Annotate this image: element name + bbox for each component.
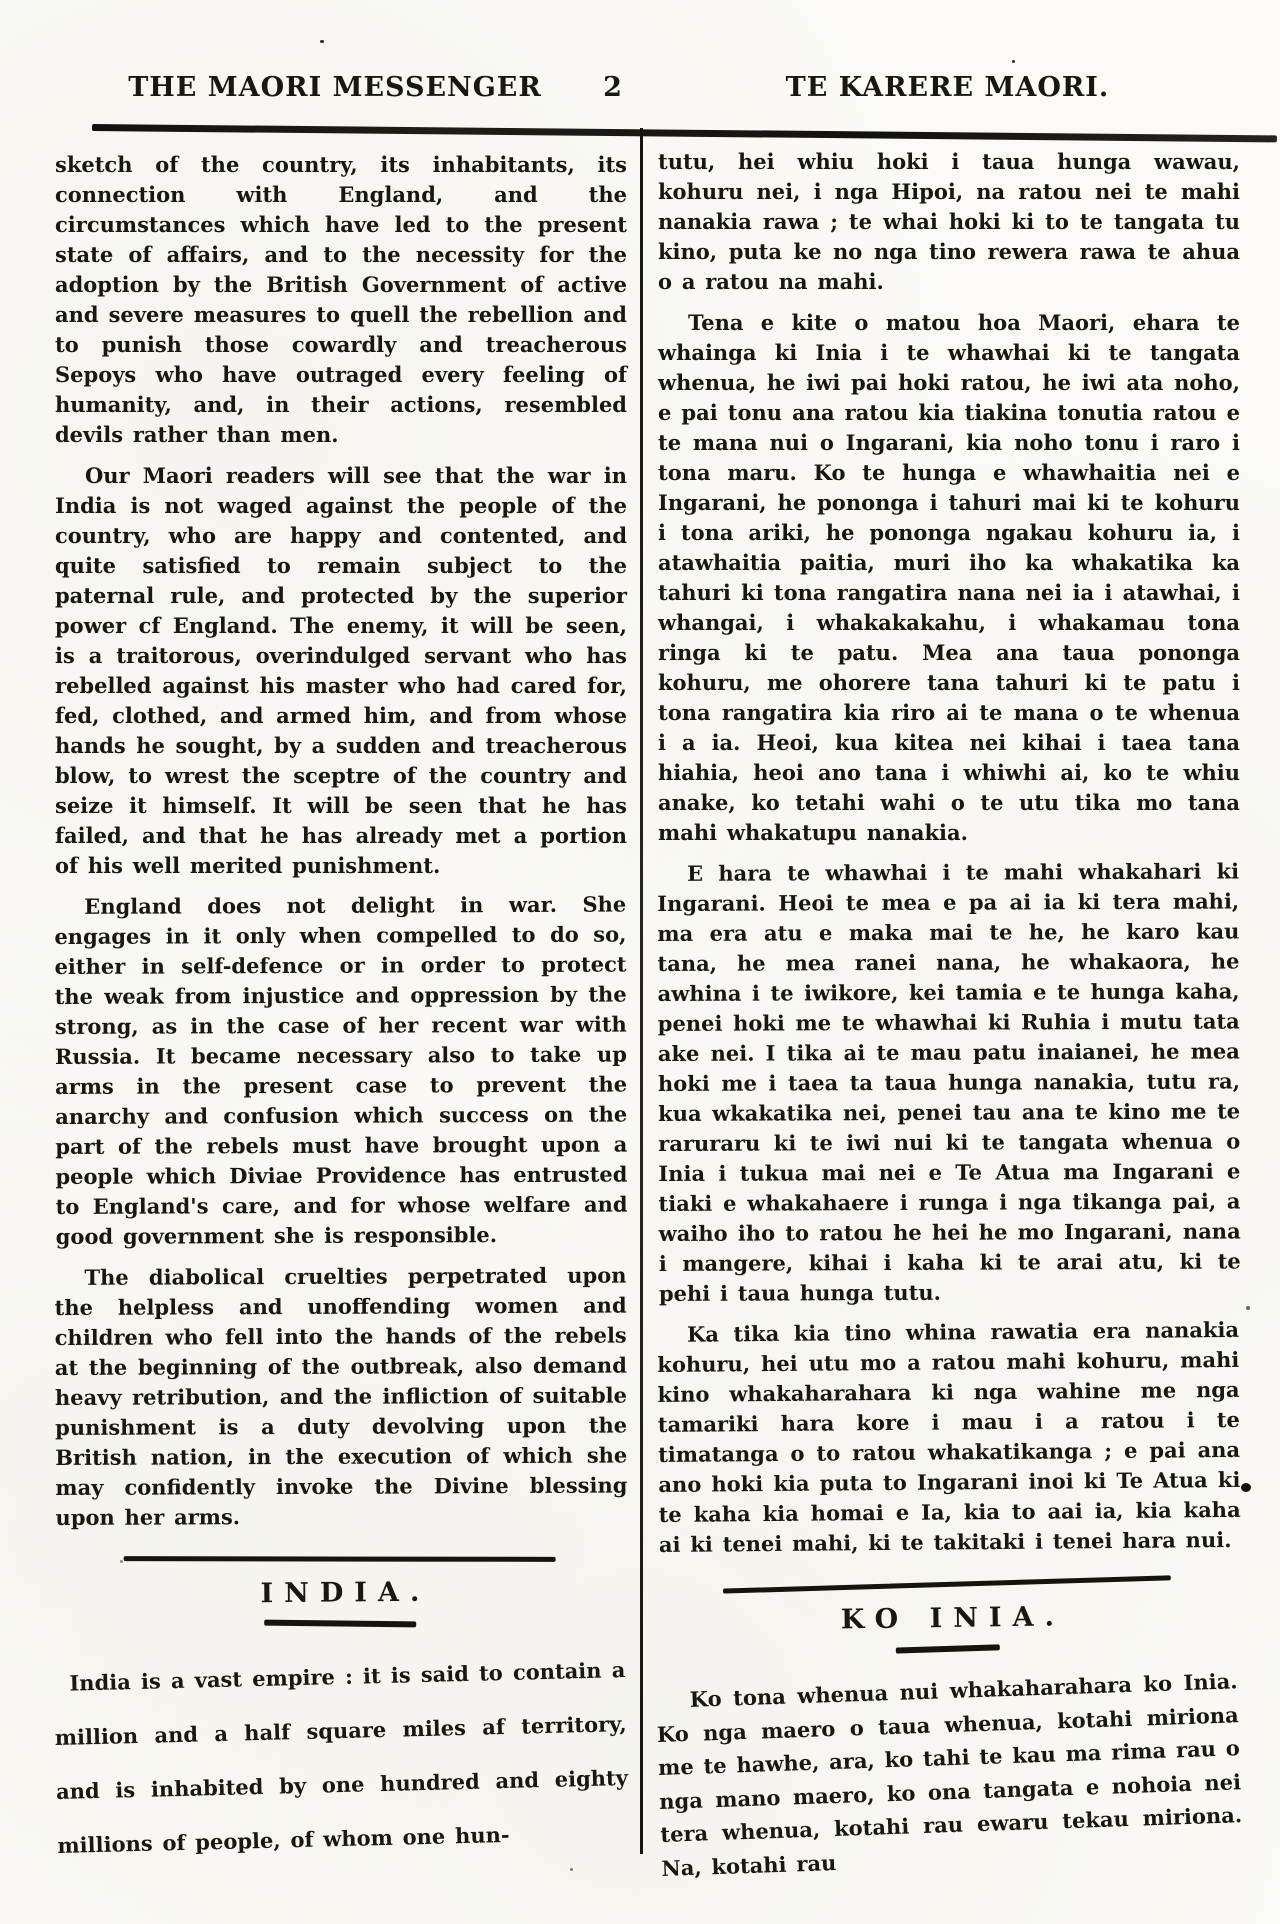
- section-rule-bottom: [264, 1620, 416, 1628]
- maori-paragraph: Ko tona whenua nui whakaharahara ko Inia. Ko nga maero o taua whenua, kotahi miriona me te hawhe, ara, ko tahi te kau ma rima rau o nga mano maero, ko ona tangata e nohoia nei tera whenua, kotahi rau ewaru tekau miriona. Na, kotahi rau: [656, 1668, 1243, 1881]
- maori-paragraph: tutu, hei whiu hoki i taua hunga wawau, kohuru nei, i nga Hipoi, na ratou nei te mahi nanakia rawa ; te whai hoki ki to te tangata tu kino, puta ke no nga tino rewera rawa te ahua o a ratou na mahi.: [658, 149, 1240, 294]
- maori-paragraph: Tena e kite o matou hoa Maori, ehara te whainga ki Inia i te whawhai ki te tangata whenua, he iwi pai hoki ratou, he iwi ata noho, e pai tonu ana ratou kia tiakina tonutia ratou e te mana nui o Ingarani, kia noho tonu i raro i tona maru. Ko te hunga e whawhaitia nei e Ingarani, he pononga i tahuri mai ki te kohuru i tona ariki, he pononga ngakau kohuru ia, i atawhaitia paitia, muri iho ka whakatika ka tahuri ki tona rangatira nana nei ia i atawhai, i whangai, i whakakakahu, i whakamau tona ringa ki te patu. Mea ana taua pononga kohuru, me ohorere tana tahuri ki te patu i tona rangatira kia riro ai te mana o te whenua i a ia. Heoi, kua kitea nei kihai i taea tana hiahia, heoi ano tana i whiwhi ai, ko te whiu anake, ko tetahi wahi o te utu tika mo tana mahi whakatupu nanakia.: [658, 310, 1240, 845]
- india-heading: INDIA.: [260, 1576, 431, 1610]
- ink-speck: [120, 1560, 123, 1563]
- maori-paragraph: E hara te whawhai i te mahi whakahari ki Ingarani. Heoi te mea e pa ai ia ki tera mahi, ma era atu e maka mai te he, he karo kau tana, he mea ranei nana, he whakaora, he awhina i te iwikore, kei tamia e te hunga kaha, penei hoki me te whawhai ki Ruhia i mutu tata ake nei. I tika ai te mau patu inaianei, he mea hoki me i taea ta taua hunga nanakia, tutu ra, kua wkakatika nei, penei tau ana te kino me te raruraru ki te iwi nui ki te tangata whenua o Inia i tukua mai nei e Te Atua ma Ingarani e tiaki e whakahaere i runga i nga tikanga pai, a waiho iho to ratou he hei he mo Ingarani, nana i mangere, kihai i kaha ki te arai atu, ki te pehi i taua hunga tutu.: [657, 858, 1241, 1306]
- india-section: [54, 1554, 629, 1873]
- english-paragraph: England does not delight in war. She engages in it only when compelled to do so, either in self-defence or in order to protect the weak from injustice and oppression by the strong, as in the case of her recent war with Russia. It became necessary also to take up arms in the present case to prevent the anarchy and confusion which success on the part of the rebels must have brought upon a people which Diviae Providence has entrusted to England's care, and for whose welfare and good government she is responsible.: [54, 891, 628, 1249]
- ink-speck: [1246, 1306, 1250, 1310]
- english-column: [55, 150, 627, 1884]
- maori-paragraph: Ka tika kia tino whina rawatia era nanakia kohuru, hei utu mo a ratou mahi kohuru, mahi kino whakaharahara ki nga wahine me nga tamariki hara kore i mau i a ratou i te timatanga o to ratou whakatikanga ; e pai ana ano hoki kia puta to Ingarani inoi ki Te Atua ki te kaha kia homai e Ia, kia to aai ia, kia kaha ai ki tenei mahi, ki te takitaki i tenei hara nui.: [657, 1316, 1241, 1557]
- ink-speck: [1012, 60, 1015, 63]
- section-rule-top: [124, 1556, 556, 1562]
- masthead-rule: [92, 124, 1277, 142]
- ko-inia-section: [656, 1578, 1242, 1885]
- ink-speck: [320, 40, 324, 43]
- english-paragraph: The diabolical cruelties perpetrated upon the helpless and unoffending women and children who fell into the hands of the rebels at the beginning of the outbreak, also demand heavy retribution, and the infliction of suitable punishment is a duty devolving upon the British nation, in the execution of which she may confidently invoke the Divine blessing upon her arms.: [54, 1262, 628, 1530]
- masthead-title-english: THE MAORI MESSENGER: [128, 72, 542, 103]
- english-paragraph: Our Maori readers will see that the war in India is not waged against the people of the country, who are happy and contented, and quite satisfied to remain subject to the paternal rule, and protected by the superior power cf England. The enemy, it will be seen, is a traitorous, overindulged servant who has rebelled against his master who had cared for, fed, clothed, and armed him, and from whose hands he sought, by a sudden and treacherous blow, to wrest the sceptre of the country and seize it himself. It will be seen that he has failed, and that he has already met a portion of his well merited punishment.: [55, 463, 627, 878]
- ink-speck: [570, 1868, 573, 1871]
- column-divider: [640, 128, 643, 1854]
- section-rule-top: [723, 1575, 1171, 1593]
- maori-column: [656, 147, 1243, 1896]
- section-rule-bottom: [896, 1644, 1000, 1653]
- masthead-title-maori: TE KARERE MAORI.: [785, 72, 1110, 103]
- ko-inia-heading: KO INIA.: [840, 1601, 1066, 1636]
- english-paragraph: India is a vast empire : it is said to contain a million and a half square miles af territory, and is inhabited by one hundred and eighty millions of people, of whom one hun-: [54, 1657, 629, 1858]
- page-number: 2: [603, 72, 623, 103]
- english-paragraph: sketch of the country, its inhabitants, its connection with England, and the circumstances which have led to the present state of affairs, and to the necessity for the adoption by the British Government of active and severe measures to quell the rebellion and to punish those cowardly and treacherous Sepoys who have outraged every feeling of humanity, and, in their actions, resembled devils rather than men.: [55, 152, 627, 447]
- ink-spot: [1241, 1483, 1251, 1492]
